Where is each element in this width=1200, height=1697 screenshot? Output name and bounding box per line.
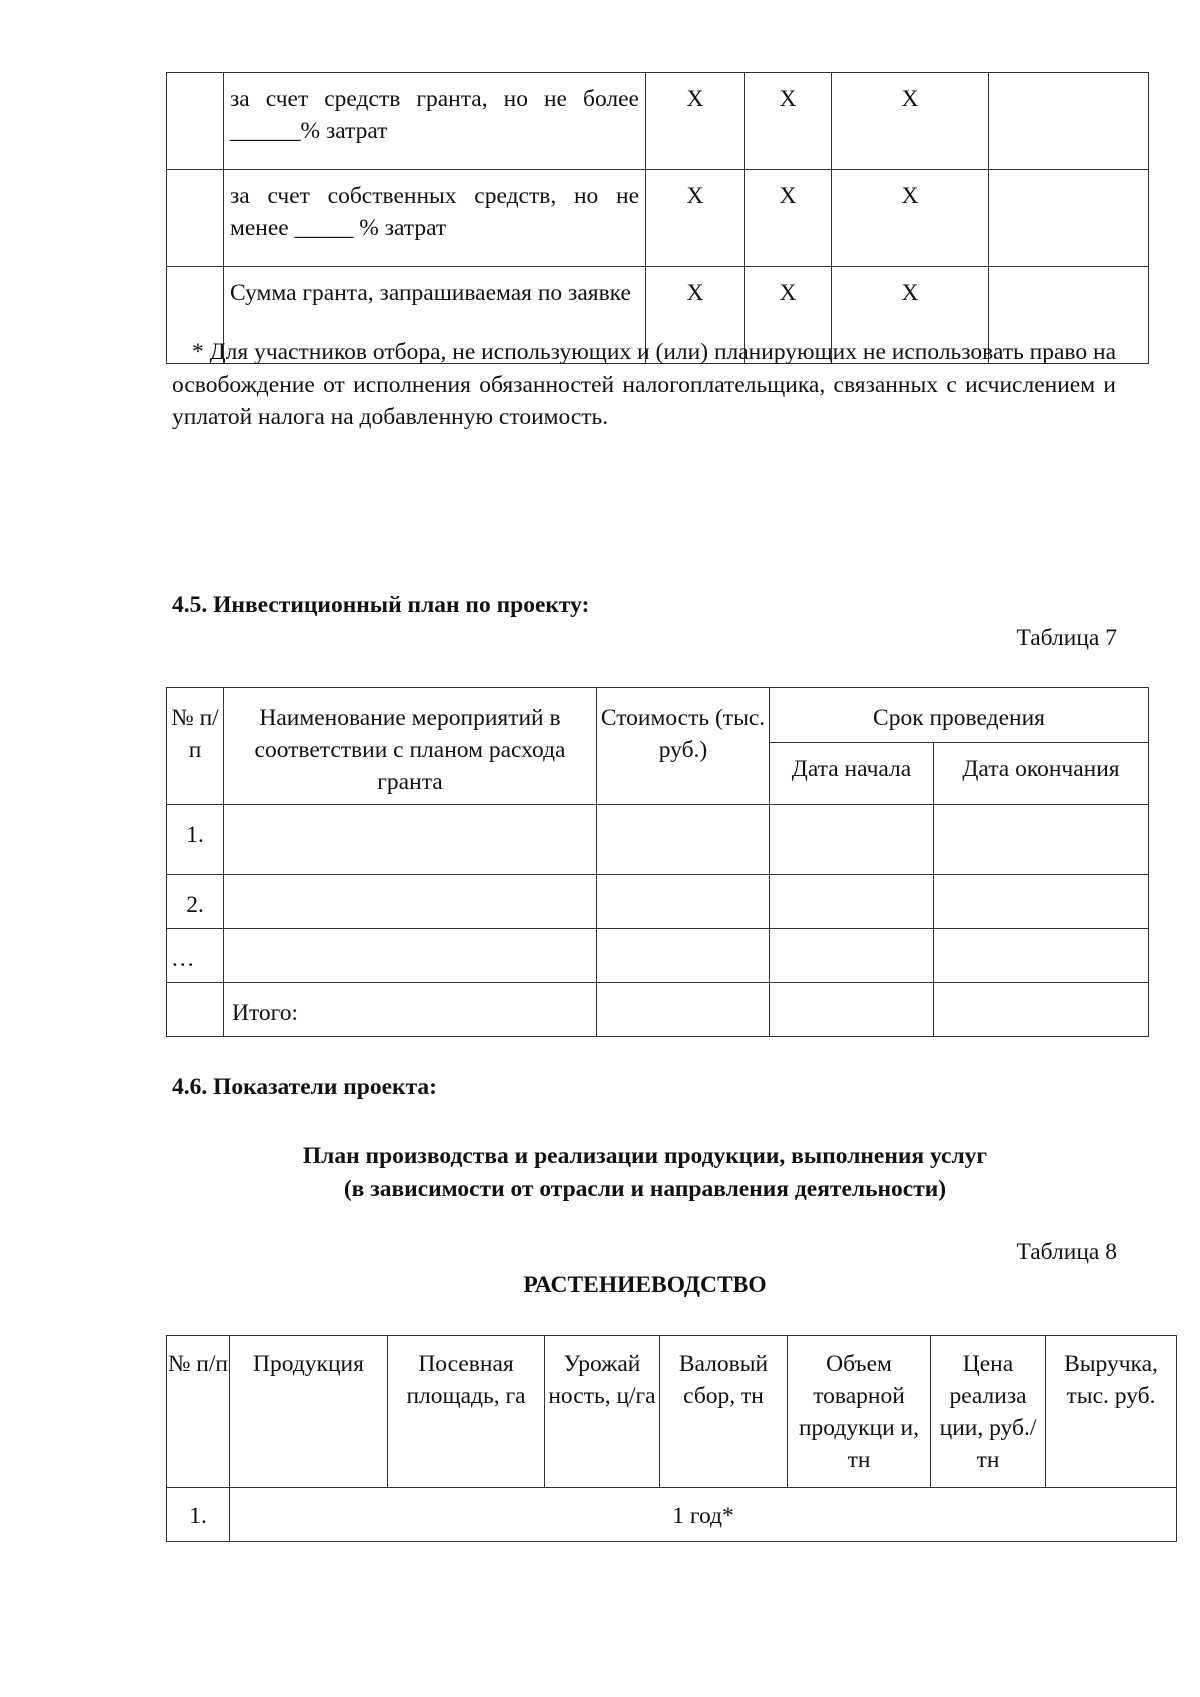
- table-cell: [934, 875, 1149, 929]
- table-cell: [770, 929, 934, 983]
- row-description: за счет средств гранта, но не более ______% затрат: [224, 73, 646, 170]
- table-cell: [770, 805, 934, 875]
- plan-title-line-2: (в зависимости от отрасли и направления деятельности): [343, 1176, 947, 1202]
- row-number: 1.: [167, 1488, 230, 1542]
- table-row: [167, 73, 1149, 170]
- table-header-row: [167, 1336, 1177, 1488]
- x-mark: X: [646, 267, 745, 364]
- header-product: Продукция: [230, 1336, 388, 1488]
- table-cell: [224, 929, 597, 983]
- table-cell: [224, 875, 597, 929]
- plan-title-line-1: План производства и реализации продукции, выполнения услуг: [302, 1143, 988, 1169]
- header-yield: Урожай ность, ц/га: [545, 1336, 660, 1488]
- x-mark: X: [646, 73, 745, 170]
- grant-share-table: [166, 72, 1149, 364]
- section-heading-4-6: 4.6. Показатели проекта:: [172, 1074, 437, 1100]
- total-label: Итого:: [224, 983, 597, 1037]
- plan-title: [0, 1140, 1200, 1206]
- table-cell: [167, 73, 224, 170]
- x-mark: X: [745, 170, 832, 267]
- table-cell: [597, 929, 770, 983]
- table-cell: [167, 983, 224, 1037]
- table-total-row: [167, 983, 1149, 1037]
- table-cell: [597, 805, 770, 875]
- header-gross: Валовый сбор, тн: [660, 1336, 788, 1488]
- table-row: [167, 170, 1149, 267]
- production-plan-table: [166, 1335, 1177, 1542]
- table-cell: [934, 929, 1149, 983]
- table-cell: [597, 983, 770, 1037]
- table-header-row: [167, 688, 1149, 743]
- table-cell: [167, 170, 224, 267]
- table-cell: [934, 983, 1149, 1037]
- table-cell: [770, 875, 934, 929]
- header-period: Срок проведения: [770, 688, 1149, 743]
- row-description: за счет собственных средств, но не менее _____ % затрат: [224, 170, 646, 267]
- x-mark: X: [646, 170, 745, 267]
- table-cell: [224, 805, 597, 875]
- row-number: 2.: [167, 875, 224, 929]
- header-volume: Объем товарной продукци и, тн: [788, 1336, 931, 1488]
- header-end-date: Дата окончания: [934, 743, 1149, 805]
- table-row: [167, 929, 1149, 983]
- row-number: …: [167, 929, 224, 983]
- header-num: № п/п: [167, 688, 224, 805]
- x-mark: X: [832, 267, 989, 364]
- x-mark: X: [832, 170, 989, 267]
- x-mark: X: [745, 267, 832, 364]
- year-label: 1 год*: [230, 1488, 1177, 1542]
- table-row: [167, 875, 1149, 929]
- header-num: № п/п: [167, 1336, 230, 1488]
- row-description: Сумма гранта, запрашиваемая по заявке: [224, 267, 646, 364]
- row-number: 1.: [167, 805, 224, 875]
- table-label-8: Таблица 8: [1016, 1239, 1117, 1265]
- header-cost: Стоимость (тыс. руб.): [597, 688, 770, 805]
- header-price: Цена реализа ции, руб./тн: [931, 1336, 1046, 1488]
- x-mark: X: [745, 73, 832, 170]
- header-start-date: Дата начала: [770, 743, 934, 805]
- table-cell: [934, 805, 1149, 875]
- table-cell: [989, 73, 1149, 170]
- header-revenue: Выручка, тыс. руб.: [1046, 1336, 1177, 1488]
- x-mark: X: [832, 73, 989, 170]
- header-area: Посевная площадь, га: [388, 1336, 545, 1488]
- section-heading-4-5: 4.5. Инвестиционный план по проекту:: [172, 592, 590, 618]
- header-name: Наименование мероприятий в соответствии с планом расхода гранта: [224, 688, 597, 805]
- table-subtitle: РАСТЕНИЕВОДСТВО: [523, 1272, 767, 1298]
- investment-plan-table: [166, 687, 1149, 1037]
- table-row: [167, 805, 1149, 875]
- table-row: [167, 1488, 1177, 1542]
- table-cell: [989, 170, 1149, 267]
- table-cell: [597, 875, 770, 929]
- table-cell: [770, 983, 934, 1037]
- footnote: * Для участников отбора, не использующих и (или) планирующих не использовать право на освобождение от исполнения обязанностей налогоплательщика, связанных с исчислением и уплатой налога на добавленную стоимость.: [172, 339, 1116, 430]
- table-label-7: Таблица 7: [1016, 625, 1117, 651]
